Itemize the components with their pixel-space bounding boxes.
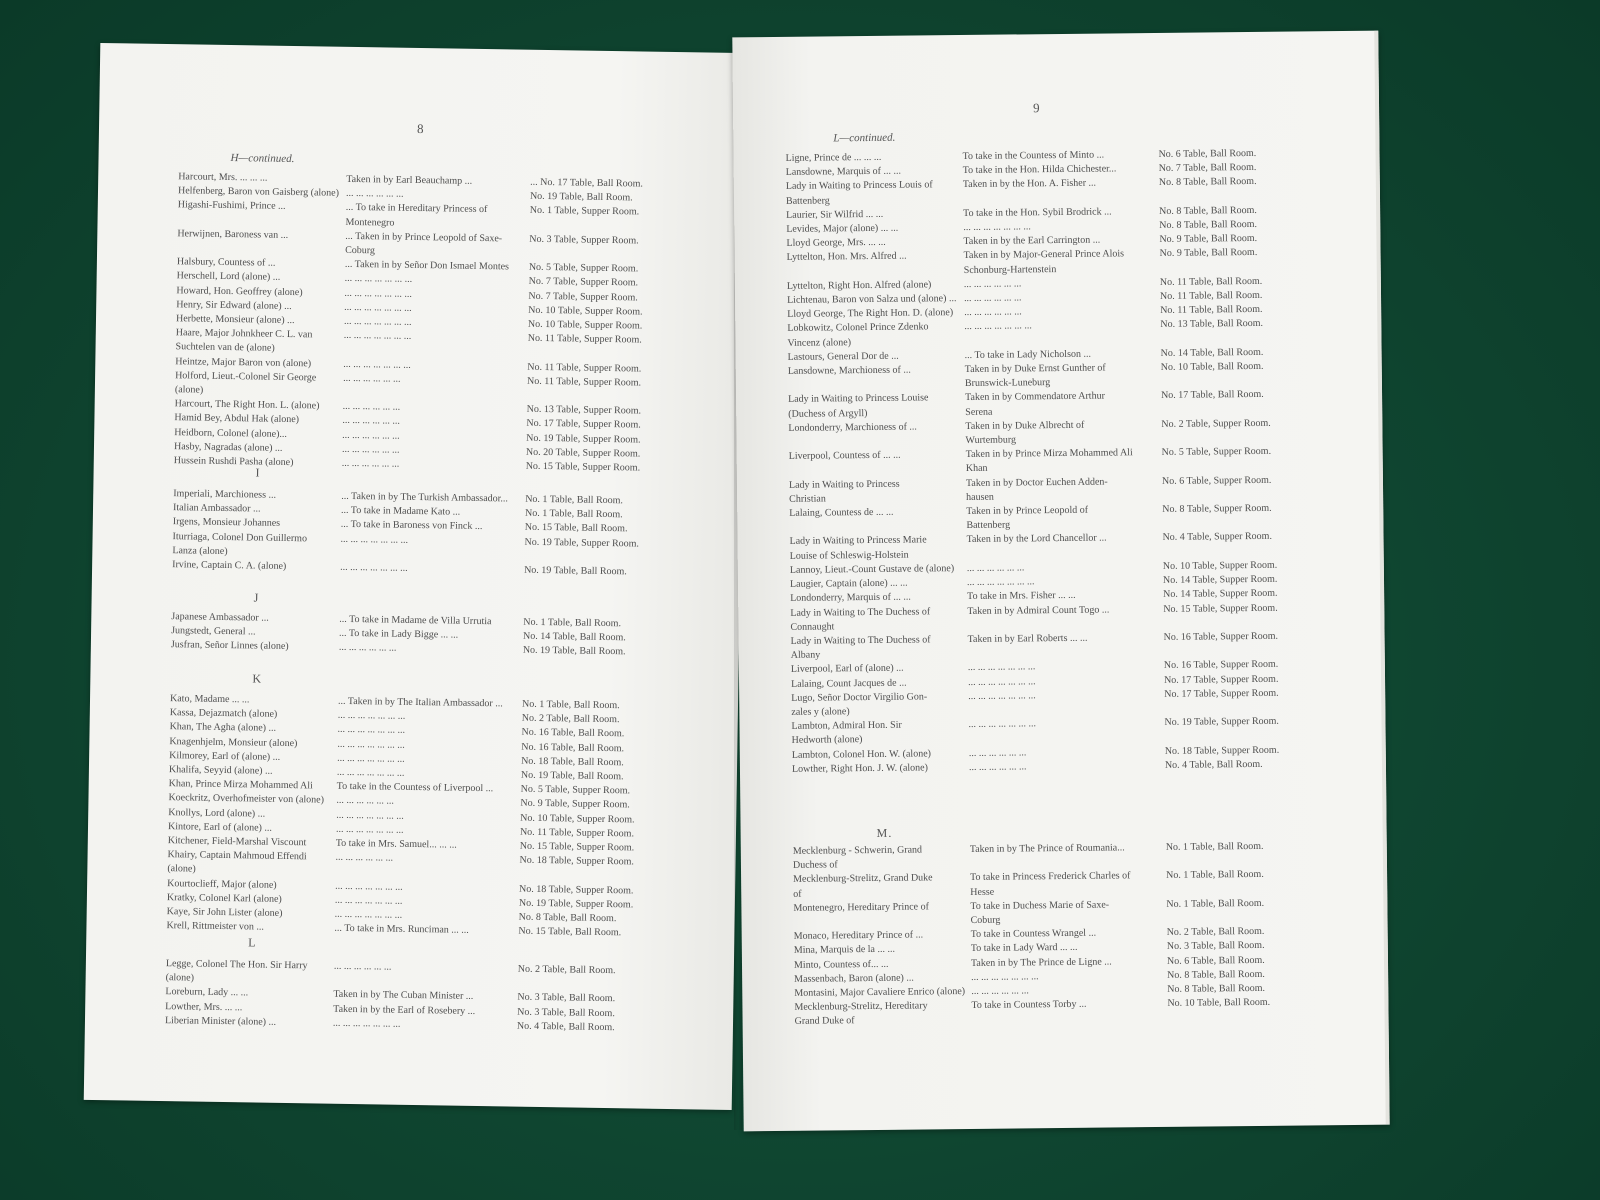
guest-name: Knollys, Lord (alone) ...	[168, 806, 266, 820]
guest-name: Herbette, Monsieur (alone) ...	[175, 313, 295, 327]
table-assignment: No. 15 Table, Supper Room.	[519, 840, 635, 854]
table-assignment: No. 2 Table, Supper Room.	[1161, 417, 1271, 430]
guest-name: Lansdowne, Marchioness of ...	[787, 364, 911, 377]
table-assignment: No. 18 Table, Supper Room.	[1164, 744, 1280, 757]
section-letter: I	[255, 465, 261, 480]
guest-name: Herwijnen, Baroness van ...	[177, 228, 289, 241]
table-assignment: No. 19 Table, Supper Room.	[526, 432, 641, 446]
guest-name: Khan, Prince Mirza Mohammed Ali	[168, 778, 313, 792]
section-h-list	[94, 169, 747, 477]
continued-heading: L—continued.	[833, 131, 896, 145]
guest-name: Howard, Hon. Geoffrey (alone)	[176, 284, 303, 298]
escort-arrangement: ... ... ... ... ... ...	[335, 852, 394, 864]
escort-arrangement: ... ... ... ... ... ... ...	[334, 908, 403, 921]
table-assignment: No. 1 Table, Ball Room.	[1166, 869, 1264, 882]
escort-arrangement: ... ... ... ... ... ...	[333, 960, 392, 973]
guest-name: Lalaing, Count Jacques de ...	[791, 677, 907, 690]
escort-arrangement: ... To take in Lady Nicholson ...	[964, 348, 1092, 361]
guest-name: Khan, The Agha (alone) ...	[169, 721, 277, 735]
guest-name: Halsbury, Countess of ...	[176, 256, 276, 269]
table-assignment: No. 8 Table, Ball Room.	[518, 911, 617, 925]
guest-name: Kitchener, Field-Marshal Viscount	[167, 835, 307, 849]
guest-entry	[742, 995, 1388, 1030]
table-assignment: No. 10 Table, Supper Room.	[1162, 559, 1278, 572]
guest-name: Irgens, Monsieur Johannes	[172, 516, 281, 530]
guest-name: Koeckritz, Overhofmeister von (alone)	[168, 792, 325, 807]
section-l-continued-list	[733, 146, 1386, 778]
table-assignment: No. 7 Table, Ball Room.	[1158, 162, 1257, 175]
escort-arrangement: Taken in by Prince Mirza Mohammed Ali Khan	[965, 447, 1133, 475]
escort-arrangement: To take in Princess Frederick Charles of Hesse	[970, 870, 1131, 898]
escort-arrangement: To take in Countess Wrangel ...	[970, 927, 1097, 941]
escort-arrangement: Taken in by The Prince de Ligne ...	[970, 956, 1112, 969]
table-assignment: No. 8 Table, Ball Room.	[1167, 982, 1266, 995]
table-assignment: No. 14 Table, Ball Room.	[1160, 346, 1264, 359]
guest-name: Ligne, Prince de ... ... ...	[785, 151, 882, 164]
escort-arrangement: ... ... ... ... ... ... ...	[967, 661, 1036, 674]
table-assignment: No. 13 Table, Ball Room.	[1160, 318, 1264, 331]
guest-name: Massenbach, Baron (alone) ...	[794, 972, 914, 985]
escort-arrangement: ... ... ... ... ... ...	[971, 985, 1029, 997]
escort-arrangement: Taken in by The Prince of Roumania...	[969, 842, 1125, 855]
escort-arrangement: ... ... ... ... ... ... ...	[336, 809, 404, 822]
guest-name: Loreburn, Lady ... ...	[165, 986, 249, 999]
guest-name: Haare, Major Johnkheer C. L. van Suchtelen van de (alone)	[175, 327, 313, 355]
table-assignment: No. 8 Table, Supper Room.	[1162, 502, 1272, 516]
table-assignment: No. 2 Table, Ball Room.	[517, 963, 616, 977]
table-assignment: No. 16 Table, Ball Room.	[521, 727, 625, 740]
section-letter: L	[248, 935, 257, 950]
page-number: 9	[1032, 100, 1040, 116]
guest-name: Lady in Waiting to Princess Louise (Duchess of Argyll)	[788, 392, 929, 420]
escort-arrangement: To take in Mrs. Samuel... ... ...	[335, 837, 457, 851]
guest-name: Lloyd George, Mrs. ... ...	[786, 237, 886, 250]
table-assignment: No. 20 Table, Supper Room.	[525, 446, 641, 460]
guest-name: Lambton, Admiral Hon. Sir Hedworth (alone)	[791, 719, 902, 747]
escort-arrangement: Taken in by the Earl of Rosebery ...	[333, 1003, 476, 1017]
section-i-list	[92, 486, 741, 581]
guest-name: Higashi-Fushimi, Prince ...	[177, 199, 286, 213]
escort-arrangement: ... ... ... ... ... ... ...	[966, 576, 1035, 589]
guest-name: Lady in Waiting to Princess Marie Louise of Schleswig-Holstein	[789, 534, 927, 562]
escort-arrangement: ... ... ... ... ... ... ...	[344, 287, 413, 300]
escort-arrangement: ... ... ... ... ... ... ...	[336, 766, 405, 779]
guest-name: Italian Ambassador ...	[172, 502, 261, 515]
table-assignment: No. 17 Table, Ball Room.	[1161, 389, 1264, 402]
guest-name: Kassa, Dejazmatch (alone)	[169, 707, 278, 721]
guest-name: Lloyd George, The Right Hon. D. (alone)	[787, 307, 954, 321]
escort-arrangement: ... ... ... ... ... ... ...	[337, 724, 406, 737]
escort-arrangement: ... ... ... ... ... ...	[338, 642, 397, 655]
continued-heading: H—continued.	[230, 152, 295, 166]
table-assignment: No. 3 Table, Ball Room.	[1166, 940, 1265, 953]
table-assignment: No. 1 Table, Supper Room.	[529, 205, 640, 218]
escort-arrangement: To take in Countess Torby ...	[971, 998, 1087, 1012]
guest-name: Hasby, Nagradas (alone) ...	[173, 441, 283, 454]
table-assignment: No. 8 Table, Ball Room.	[1159, 204, 1257, 217]
escort-arrangement: Taken in by Earl Beauchamp ...	[346, 173, 473, 187]
guest-name: Jungstedt, General ...	[171, 625, 256, 638]
guest-name: Liverpool, Countess of ... ...	[788, 449, 901, 463]
table-assignment: No. 11 Table, Supper Room.	[519, 826, 635, 840]
escort-arrangement: ... ... ... ... ... ... ...	[963, 221, 1031, 234]
guest-name: Henry, Sir Edward (alone) ...	[176, 299, 292, 312]
guest-name: Lichtenau, Baron von Salza und (alone) ...	[786, 293, 957, 306]
escort-arrangement: ... ... ... ... ... ... ...	[343, 330, 412, 343]
guest-name: Krell, Rittmeister von ...	[166, 920, 265, 933]
table-assignment: No. 4 Table, Ball Room.	[516, 1020, 615, 1033]
guest-name: Levides, Major (alone) ... ...	[786, 222, 899, 235]
escort-arrangement: ... To take in Hereditary Princess of Montenegro	[345, 202, 488, 229]
guest-name: Lowther, Right Hon. J. W. (alone)	[791, 762, 928, 775]
escort-arrangement: To take in the Countess of Liverpool ...	[336, 780, 494, 795]
guest-name: Japanese Ambassador ...	[171, 611, 269, 624]
table-assignment: No. 10 Table, Ball Room.	[1160, 360, 1264, 373]
escort-arrangement: ... Taken in by The Italian Ambassador ...	[337, 695, 503, 710]
escort-arrangement: ... To take in Baroness von Finck ...	[340, 519, 483, 533]
guest-name: Liverpool, Earl of (alone) ...	[790, 662, 904, 676]
table-assignment: No. 15 Table, Supper Room.	[525, 460, 641, 474]
escort-arrangement: ... ... ... ... ... ... ...	[335, 880, 403, 893]
guest-name: Laurier, Sir Wilfrid ... ...	[786, 208, 884, 221]
table-assignment: No. 3 Table, Supper Room.	[529, 233, 639, 247]
page-number: 8	[416, 120, 424, 137]
escort-arrangement: Taken in by Major-General Prince Alois Schonburg-Hartenstein	[963, 248, 1125, 276]
section-letter: M.	[876, 825, 893, 840]
guest-name: Iturriaga, Colonel Don Guillermo Lanza (alone)	[172, 530, 308, 557]
guest-name: Irvine, Captain C. A. (alone)	[172, 559, 287, 572]
escort-arrangement: ... ... ... ... ... ...	[963, 292, 1022, 305]
escort-arrangement: To take in the Hon. Hilda Chichester...	[962, 163, 1117, 177]
escort-arrangement: ... ... ... ... ... ... ...	[967, 675, 1036, 688]
guest-name: Lastours, General Dor de ...	[787, 350, 899, 363]
table-assignment: No. 14 Table, Supper Room.	[1162, 573, 1278, 587]
escort-arrangement: ... ... ... ... ... ... ...	[343, 315, 412, 328]
table-assignment: No. 7 Table, Supper Room.	[528, 276, 639, 289]
guest-name: Jusfran, Señor Linnes (alone)	[170, 639, 289, 653]
table-assignment: No. 11 Table, Ball Room.	[1160, 304, 1263, 317]
guest-name: Kintore, Earl of (alone) ...	[167, 820, 272, 834]
escort-arrangement: ... ... ... ... ... ...	[345, 188, 404, 200]
guest-name: Londonderry, Marchioness of ...	[788, 421, 917, 434]
escort-arrangement: ... To take in Madame de Villa Urrutia	[339, 613, 492, 628]
guest-name: Mecklenburg-Strelitz, Hereditary Grand Duke of	[794, 1000, 928, 1028]
table-assignment: No. 1 Table, Ball Room.	[1165, 840, 1264, 853]
escort-arrangement: ... ... ... ... ... ...	[968, 746, 1027, 759]
escort-arrangement: Taken in by the Lord Chancellor ...	[966, 533, 1107, 546]
table-assignment: No. 16 Table, Ball Room.	[521, 741, 625, 754]
escort-arrangement: Taken in by The Cuban Minister ...	[333, 989, 474, 1003]
table-assignment: No. 16 Table, Supper Room.	[1163, 630, 1279, 643]
table-assignment: No. 5 Table, Supper Room.	[1161, 446, 1272, 459]
escort-arrangement: ... ... ... ... ... ...	[342, 429, 400, 442]
guest-name: Heintze, Major Baron von (alone)	[175, 355, 312, 369]
guest-name: Liberian Minister (alone) ...	[164, 1014, 277, 1028]
guest-name: Kato, Madame ... ...	[169, 693, 250, 706]
right-page	[732, 31, 1389, 1132]
table-assignment: No. 10 Table, Supper Room.	[528, 304, 643, 318]
table-assignment: No. 18 Table, Supper Room.	[519, 854, 635, 868]
table-assignment: No. 11 Table, Supper Room.	[526, 375, 642, 389]
guest-name: Lalaing, Countess de ... ...	[789, 506, 894, 519]
table-assignment: No. 5 Table, Supper Room.	[528, 261, 639, 275]
table-assignment: No. 19 Table, Supper Room.	[524, 536, 640, 550]
escort-arrangement: ... Taken in by Prince Leopold of Saxe- Coburg	[345, 230, 503, 257]
escort-arrangement: To take in Duchess Marie of Saxe- Coburg	[970, 899, 1110, 926]
guest-name: Harcourt, Mrs. ... ... ...	[178, 171, 268, 184]
escort-arrangement: ... ... ... ... ... ...	[343, 372, 401, 385]
table-assignment: No. 14 Table, Ball Room.	[522, 630, 626, 644]
table-assignment: No. 9 Table, Ball Room.	[1159, 233, 1258, 246]
table-assignment: No. 5 Table, Supper Room.	[520, 783, 631, 797]
guest-name: Lobkowitz, Colonel Prince Zdenko Vincenz (alone)	[787, 321, 929, 349]
guest-name: Khalifa, Seyyid (alone) ...	[168, 764, 273, 777]
guest-name: Heidborn, Colonel (alone)...	[174, 426, 288, 440]
escort-arrangement: ... ... ... ... ... ... ...	[337, 738, 405, 751]
table-assignment: No. 19 Table, Supper Room.	[518, 897, 634, 911]
escort-arrangement: ... ... ... ... ... ...	[966, 562, 1025, 574]
table-assignment: No. 3 Table, Ball Room.	[517, 992, 616, 1005]
table-assignment: No. 10 Table, Ball Room.	[1167, 997, 1271, 1010]
escort-arrangement: Taken in by the Earl Carrington ...	[963, 234, 1101, 248]
guest-name: Harcourt, The Right Hon. L. (alone)	[174, 398, 320, 412]
guest-name: Montasini, Major Cavaliere Enrico (alone)	[794, 986, 966, 999]
guest-name: Londonderry, Marquis of ... ...	[790, 591, 911, 605]
escort-arrangement: ... Taken in by The Turkish Ambassador...	[341, 490, 509, 505]
guest-name: Lady in Waiting to The Duchess of Connaught	[790, 605, 931, 633]
table-assignment: No. 11 Table, Ball Room.	[1159, 275, 1263, 288]
table-assignment: No. 2 Table, Ball Room.	[1166, 926, 1265, 939]
escort-arrangement: ... To take in Madame Kato ...	[340, 505, 461, 518]
table-assignment: No. 19 Table, Ball Room.	[524, 564, 627, 578]
table-assignment: No. 19 Table, Ball Room.	[522, 645, 626, 658]
guest-name: Lyttelton, Hon. Mrs. Alfred ...	[786, 251, 907, 264]
escort-arrangement: ... ... ... ... ... ... ...	[971, 971, 1039, 983]
table-assignment: No. 1 Table, Ball Room.	[521, 698, 620, 712]
left-page	[84, 43, 749, 1110]
section-m-list	[741, 839, 1389, 1030]
guest-name: Lugo, Señor Doctor Virgilio Gon- zales y (alone)	[791, 691, 928, 718]
table-assignment: No. 18 Table, Supper Room.	[519, 883, 634, 897]
escort-arrangement: Taken in by Duke Albrecht of Wurtemburg	[965, 419, 1085, 447]
guest-name: Lambton, Colonel Hon. W. (alone)	[791, 747, 932, 761]
section-letter: J	[253, 590, 260, 605]
table-assignment: No. 16 Table, Supper Room.	[1163, 659, 1279, 672]
table-assignment: No. 9 Table, Ball Room.	[1159, 247, 1258, 260]
table-assignment: No. 1 Table, Ball Room.	[524, 507, 623, 521]
section-k-list	[86, 691, 738, 943]
escort-arrangement: Taken in by Duke Ernst Gunther of Brunswick-Luneburg	[964, 362, 1106, 390]
guest-name: Mina, Marquis de la ... ...	[793, 944, 896, 957]
guest-name: Montenegro, Hereditary Prince of	[793, 901, 929, 914]
escort-arrangement: ... ... ... ... ... ... ...	[335, 823, 404, 836]
escort-arrangement: ... ... ... ... ... ... ...	[334, 894, 403, 907]
escort-arrangement: ... ... ... ... ... ... ...	[344, 273, 413, 286]
table-assignment: No. 4 Table, Supper Room.	[1162, 531, 1272, 544]
table-assignment: No. 1 Table, Ball Room.	[523, 616, 622, 630]
escort-arrangement: To take in Mrs. Fisher ... ...	[967, 590, 1076, 603]
escort-arrangement: To take in Lady Ward ... ...	[970, 942, 1078, 955]
table-assignment: No. 19 Table, Ball Room.	[520, 769, 624, 783]
table-assignment: No. 10 Table, Supper Room.	[527, 318, 643, 332]
guest-name: Knagenhjelm, Monsieur (alone)	[169, 735, 298, 749]
section-l-list	[85, 956, 734, 1037]
table-assignment: No. 8 Table, Ball Room.	[1158, 176, 1257, 189]
guest-name: Kratky, Colonel Karl (alone)	[166, 891, 282, 905]
table-assignment: No. 6 Table, Ball Room.	[1166, 954, 1265, 967]
escort-arrangement: ... ... ... ... ... ...	[342, 401, 401, 413]
escort-arrangement: ... ... ... ... ... ... ...	[340, 533, 409, 546]
escort-arrangement: ... ... ... ... ... ...	[341, 457, 400, 470]
escort-arrangement: ... ... ... ... ... ...	[963, 278, 1022, 290]
guest-name: Herschell, Lord (alone) ...	[176, 270, 281, 284]
escort-arrangement: ... ... ... ... ... ... ...	[343, 358, 411, 371]
table-assignment: No. 18 Table, Ball Room.	[521, 755, 624, 769]
escort-arrangement: ... ... ... ... ... ...	[341, 443, 400, 456]
escort-arrangement: ... To take in Lady Bigge ... ...	[339, 628, 459, 641]
table-assignment: No. 11 Table, Supper Room.	[527, 361, 642, 375]
guest-name: Holford, Lieut.-Colonel Sir George (alone)	[174, 370, 317, 396]
guest-name: Hussein Rushdi Pasha (alone)	[173, 455, 294, 469]
guest-name: Kilmorey, Earl of (alone) ...	[169, 749, 281, 763]
escort-arrangement: Taken in by the Hon. A. Fisher ...	[962, 178, 1097, 191]
table-assignment: No. 11 Table, Ball Room.	[1159, 289, 1263, 302]
escort-arrangement: ... ... ... ... ... ... ...	[332, 1017, 401, 1030]
escort-arrangement: ... ... ... ... ... ...	[336, 795, 395, 808]
escort-arrangement: ... ... ... ... ... ... ...	[337, 752, 405, 765]
guest-name: Khairy, Captain Mahmoud Effendi (alone)	[167, 849, 307, 876]
escort-arrangement: ... ... ... ... ... ... ...	[964, 320, 1032, 333]
escort-arrangement: ... ... ... ... ... ... ...	[344, 301, 412, 314]
escort-arrangement: Taken in by Earl Roberts ... ...	[967, 632, 1088, 645]
guest-name: Kourtoclieff, Major (alone)	[167, 877, 277, 891]
guest-name: Minto, Countess of... ...	[793, 958, 889, 971]
table-assignment: No. 19 Table, Ball Room.	[529, 190, 633, 204]
table-assignment: No. 10 Table, Supper Room.	[520, 812, 635, 826]
table-assignment: ... No. 17 Table, Ball Room.	[530, 176, 644, 190]
escort-arrangement: ... ... ... ... ... ... ...	[968, 718, 1037, 731]
guest-name: Lansdowne, Marquis of ... ...	[785, 165, 902, 179]
table-assignment: No. 8 Table, Ball Room.	[1167, 968, 1265, 981]
table-assignment: No. 6 Table, Supper Room.	[1161, 474, 1272, 487]
guest-name: Helfenberg, Baron von Gaisberg (alone)	[177, 185, 340, 199]
guest-name: Hamid Bey, Abdul Hak (alone)	[174, 412, 300, 426]
table-assignment: No. 2 Table, Ball Room.	[521, 712, 620, 726]
table-assignment: No. 1 Table, Ball Room.	[1166, 897, 1265, 910]
escort-arrangement: ... ... ... ... ... ... ...	[340, 561, 408, 574]
escort-arrangement: Taken in by Admiral Count Togo ...	[967, 603, 1110, 617]
table-assignment: No. 15 Table, Ball Room.	[524, 522, 628, 535]
table-assignment: No. 4 Table, Ball Room.	[1164, 758, 1263, 771]
table-assignment: No. 9 Table, Supper Room.	[520, 798, 630, 811]
escort-arrangement: ... ... ... ... ... ...	[968, 761, 1027, 773]
guest-name: Laugier, Captain (alone) ... ...	[789, 577, 908, 590]
escort-arrangement: Taken in by Prince Leopold of Battenberg	[966, 504, 1089, 532]
table-assignment: No. 15 Table, Supper Room.	[1163, 602, 1278, 615]
escort-arrangement: To take in the Countess of Minto ...	[962, 149, 1105, 163]
guest-name: Monaco, Hereditary Prince of ...	[793, 929, 924, 943]
table-assignment: No. 11 Table, Supper Room.	[527, 332, 642, 346]
escort-arrangement: Taken in by Commendatore Arthur Serena	[965, 390, 1105, 418]
guest-name: Lady in Waiting to The Duchess of Albany	[790, 634, 931, 661]
guest-name: Lady in Waiting to Princess Louis of Battenberg	[785, 179, 933, 207]
escort-arrangement: ... ... ... ... ... ... ...	[968, 689, 1036, 702]
table-assignment: No. 6 Table, Ball Room.	[1158, 147, 1257, 160]
guest-name: Imperiali, Marchioness ...	[173, 488, 277, 501]
table-assignment: No. 14 Table, Supper Room.	[1163, 588, 1278, 601]
guest-name: Lannoy, Lieut.-Count Gustave de (alone)	[789, 563, 955, 576]
guest-name: Mecklenburg-Strelitz, Grand Duke of	[793, 872, 933, 900]
escort-arrangement: ... To take in Mrs. Runciman ... ...	[334, 923, 469, 937]
escort-arrangement: Taken in by Doctor Euchen Adden- hausen	[965, 476, 1108, 503]
table-assignment: No. 8 Table, Ball Room.	[1159, 218, 1258, 231]
table-assignment: No. 7 Table, Supper Room.	[528, 290, 638, 304]
table-assignment: No. 17 Table, Supper Room.	[1164, 687, 1279, 700]
table-assignment: No. 13 Table, Supper Room.	[526, 403, 642, 417]
guest-name: Kaye, Sir John Lister (alone)	[166, 906, 283, 919]
guest-name: Legge, Colonel The Hon. Sir Harry (alone)	[165, 958, 308, 984]
escort-arrangement: ... ... ... ... ... ... ...	[337, 709, 406, 723]
section-j-list	[91, 609, 740, 662]
guest-name: Mecklenburg - Schwerin, Grand Duchess of	[792, 844, 923, 872]
table-assignment: No. 19 Table, Supper Room.	[1164, 715, 1279, 729]
escort-arrangement: ... Taken in by Señor Don Ismael Montes	[344, 259, 510, 273]
table-assignment: No. 15 Table, Ball Room.	[518, 925, 622, 939]
escort-arrangement: ... ... ... ... ... ...	[342, 415, 401, 428]
escort-arrangement: To take in the Hon. Sybil Brodrick ...	[963, 206, 1112, 219]
section-letter: K	[252, 671, 263, 686]
guest-name: Lyttelton, Right Hon. Alfred (alone)	[786, 279, 932, 292]
table-assignment: No. 3 Table, Ball Room.	[517, 1006, 615, 1019]
table-assignment: No. 17 Table, Supper Room.	[1163, 673, 1279, 686]
table-assignment: No. 1 Table, Ball Room.	[525, 493, 624, 507]
table-assignment: No. 17 Table, Supper Room.	[526, 418, 641, 431]
guest-name: Lowther, Mrs. ... ...	[165, 1000, 243, 1013]
guest-name: Lady in Waiting to Princess Christian	[788, 478, 900, 505]
escort-arrangement: ... ... ... ... ... ...	[964, 306, 1022, 319]
